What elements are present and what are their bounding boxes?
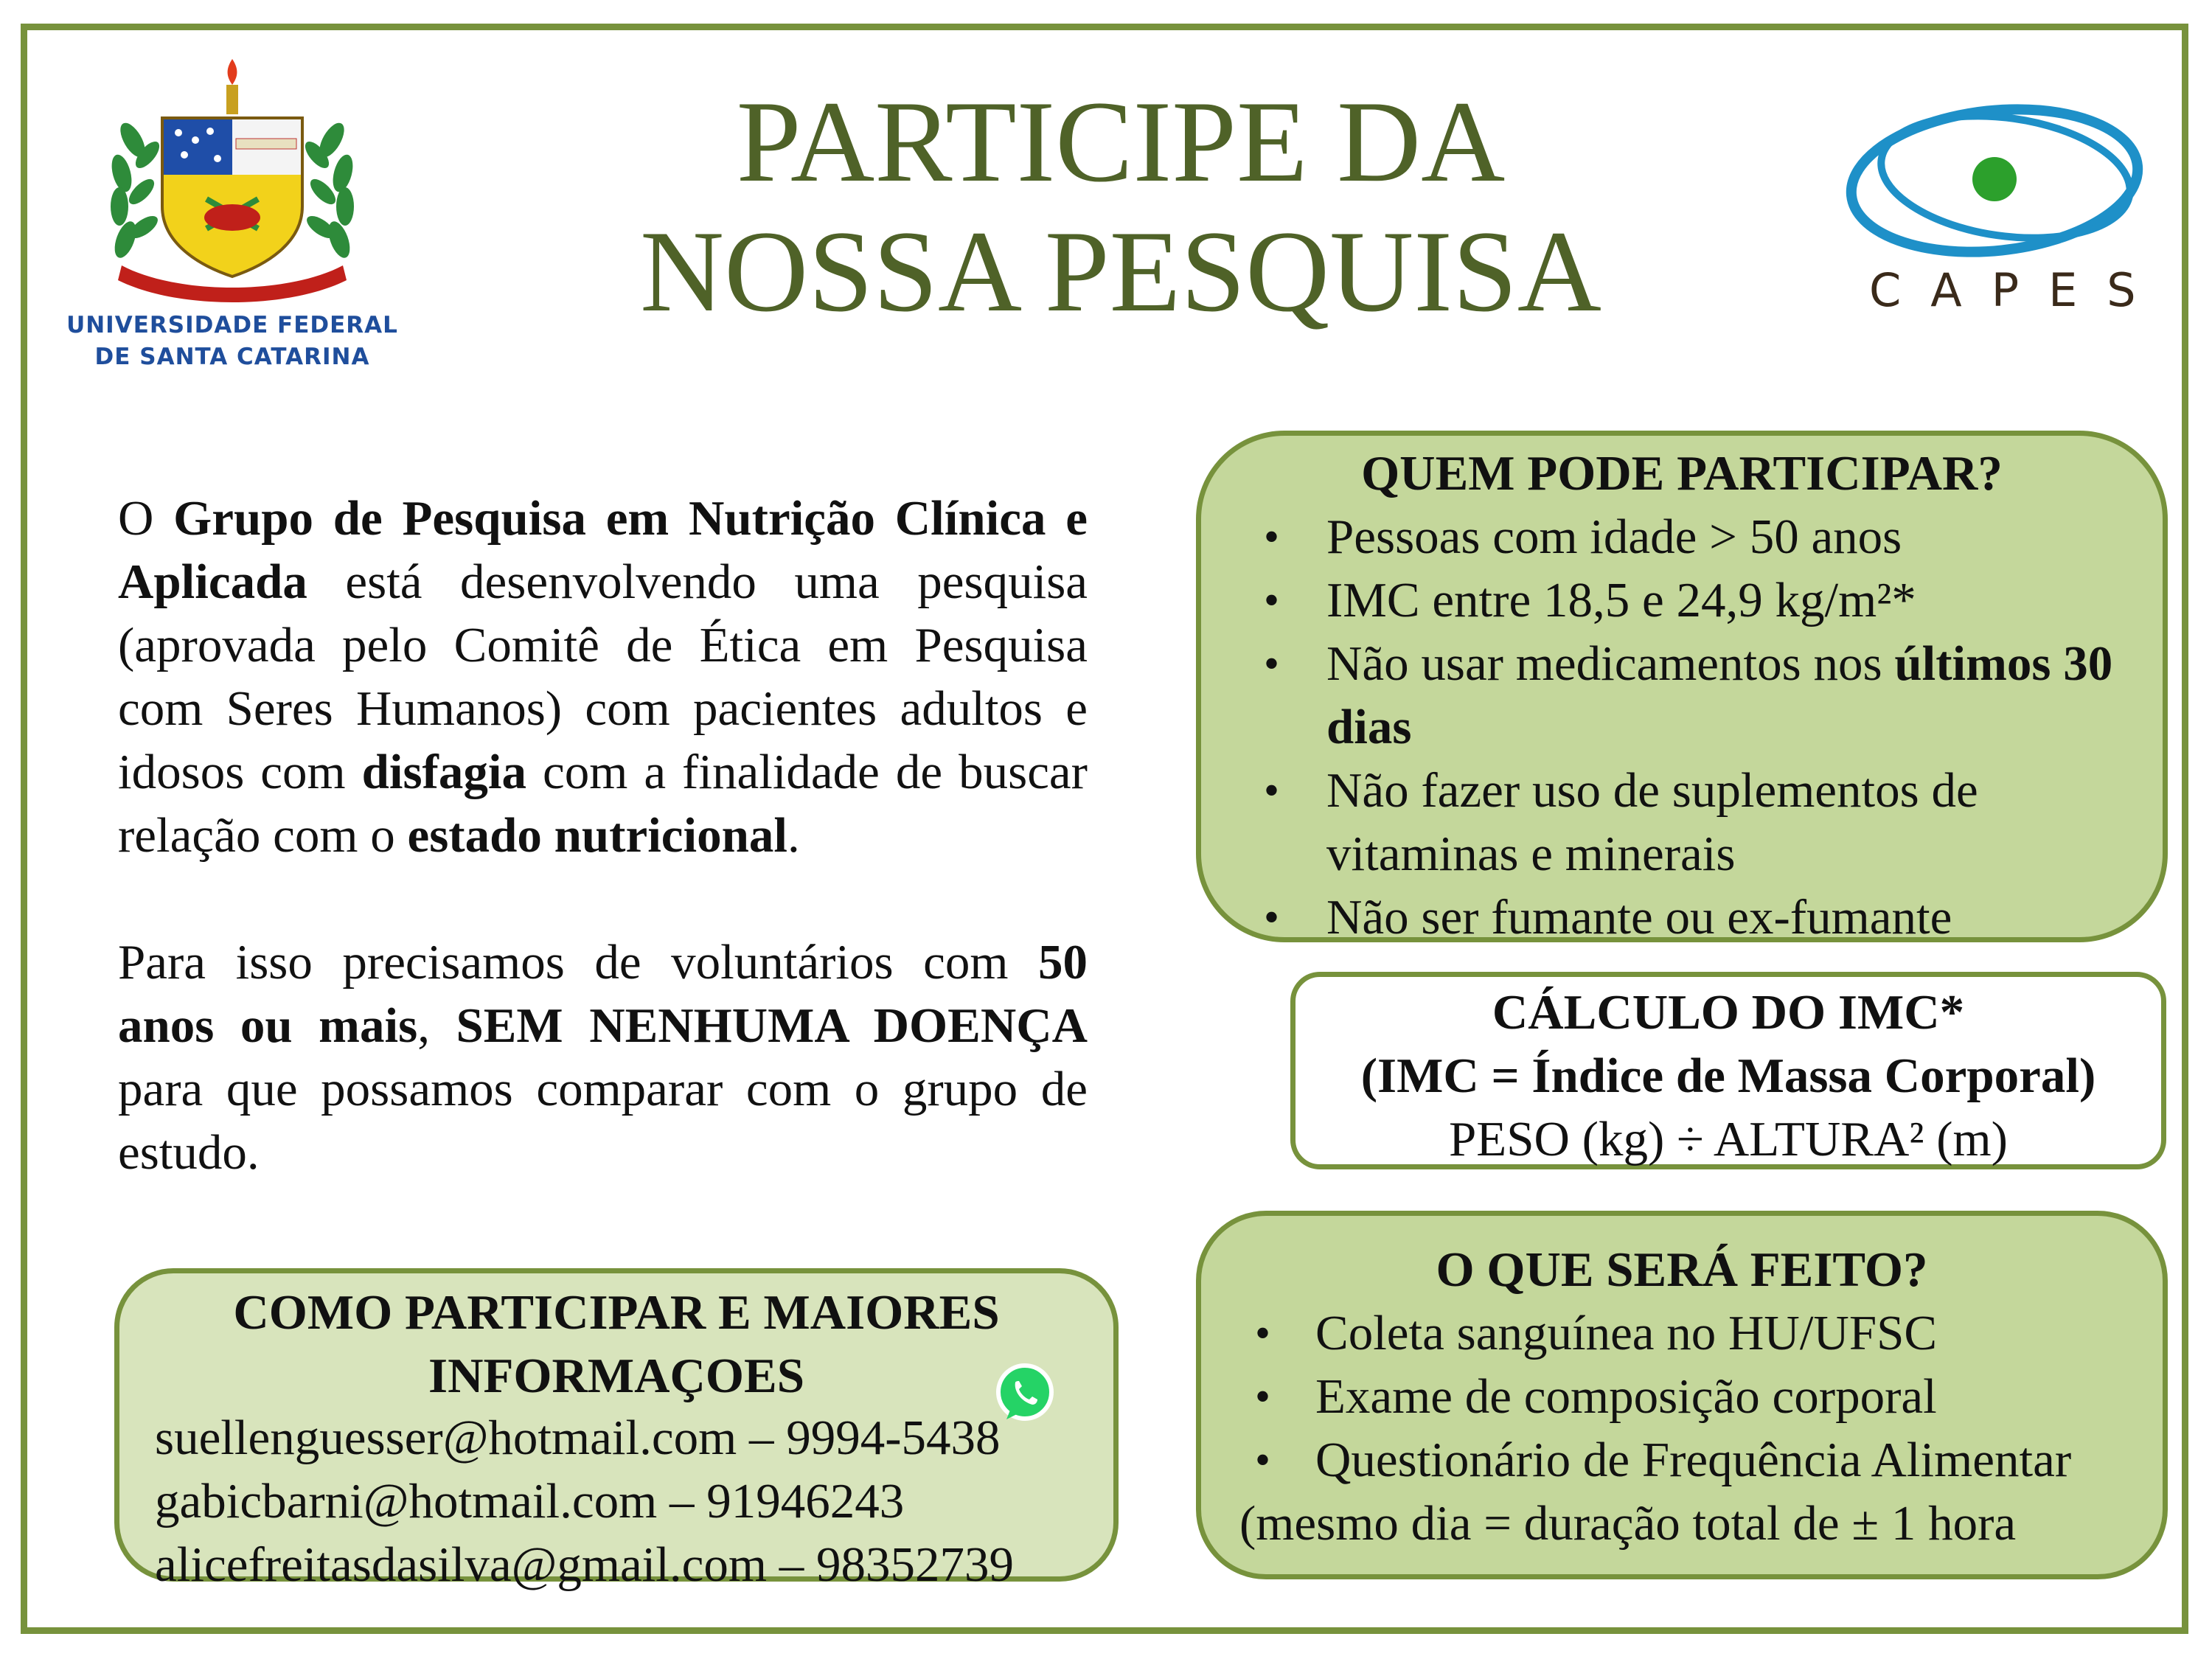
contact-box xyxy=(114,1268,1119,1592)
procedures-heading: O QUE SERÁ FEITO? xyxy=(1436,1242,1928,1297)
eligibility-heading: QUEM PODE PARTICIPAR? xyxy=(1361,446,2003,501)
intro-paragraph-2: Para isso precisamos de voluntários com 50 anos ou mais, SEM NENHUMA DOENÇA para que possamos comparar com o grupo de estudo. xyxy=(118,935,1088,1180)
list-item: • IMC entre 18,5 e 24,9 kg/m²* xyxy=(1264,573,1916,627)
title-line1: PARTICIPE DA xyxy=(736,77,1506,206)
whatsapp-icon xyxy=(992,1360,1058,1427)
bmi-formula: PESO (kg) ÷ ALTURA² (m) xyxy=(1449,1112,2008,1166)
ufsc-crest-icon xyxy=(52,52,413,310)
bmi-definition: (IMC = Índice de Massa Corporal) xyxy=(1360,1048,2096,1103)
poster-title xyxy=(546,77,1696,337)
ufsc-name xyxy=(52,310,413,373)
bmi-heading: CÁLCULO DO IMC* xyxy=(1492,985,1965,1040)
procedures-duration-note: (mesmo dia = duração total de ± 1 hora xyxy=(1239,1496,2017,1551)
capes-wordmark: CAPES xyxy=(1869,263,2166,317)
ufsc-name-line1: UNIVERSIDADE FEDERAL xyxy=(66,312,398,338)
list-item: • Questionário de Frequência Alimentar xyxy=(1255,1433,2072,1487)
bmi-calculation-box xyxy=(1290,972,2166,1169)
capes-ring-icon xyxy=(1840,92,2157,262)
contact-line[interactable]: alicefreitasdasilva@gmail.com – 98352739 xyxy=(155,1537,1015,1592)
list-item: • Não usar medicamentos nos últimos 30 dias xyxy=(1264,636,2113,754)
list-item: • Exame de composição corporal xyxy=(1255,1369,1937,1424)
ufsc-logo xyxy=(52,52,413,376)
eligibility-list xyxy=(1245,505,2130,949)
contact-line[interactable]: gabicbarni@hotmail.com – 91946243 xyxy=(155,1474,905,1528)
list-item: • Não fazer uso de suplementos de vitaminas e minerais xyxy=(1264,763,1978,881)
contact-heading: COMO PARTICIPAR E MAIORES INFORMAÇOES xyxy=(233,1285,1000,1403)
contact-line[interactable]: suellenguesser@hotmail.com – 9994-5438 xyxy=(155,1411,1001,1465)
title-line2: NOSSA PESQUISA xyxy=(640,207,1601,336)
procedures-box xyxy=(1196,1211,2168,1579)
list-item: • Coleta sanguínea no HU/UFSC xyxy=(1255,1306,1938,1360)
procedures-list xyxy=(1234,1301,2163,1492)
capes-logo xyxy=(1840,92,2166,328)
list-item: • Pessoas com idade > 50 anos xyxy=(1264,509,1902,564)
list-item: • Não ser fumante ou ex-fumante xyxy=(1264,890,1952,945)
contact-list xyxy=(155,1406,1014,1596)
intro-text xyxy=(118,487,1088,1184)
eligibility-box xyxy=(1196,431,2168,945)
ufsc-name-line2: DE SANTA CATARINA xyxy=(94,344,370,370)
intro-paragraph-1: O Grupo de Pesquisa em Nutrição Clínica e Aplicada está desenvolvendo uma pesquisa (aprovada pelo Comitê de Ética em Pesquisa com Seres Humanos) com pacientes adultos e idosos com disfagia com a finalidade de buscar relação com o estado nutricional. xyxy=(118,491,1088,863)
